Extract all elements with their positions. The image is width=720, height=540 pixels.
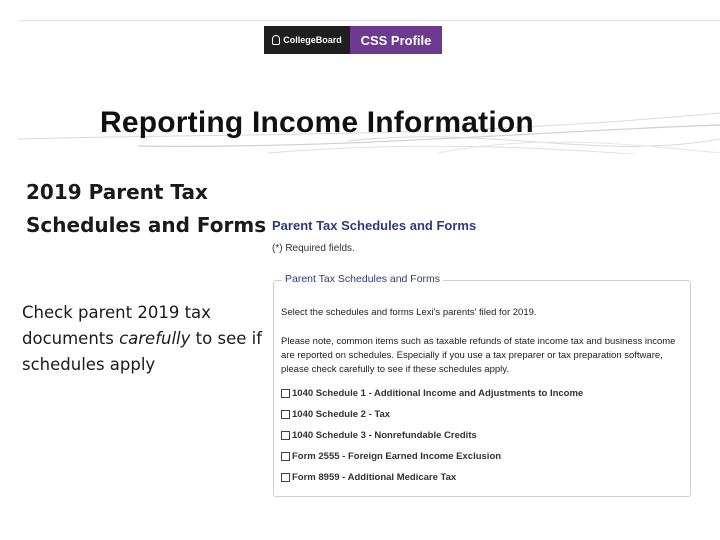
option-schedule-3[interactable] <box>281 430 477 441</box>
option-label: Form 8959 - Additional Medicare Tax <box>292 472 457 483</box>
body-text: Check parent 2019 tax documents <box>22 303 211 348</box>
body-emphasis: carefully <box>119 329 191 348</box>
checkbox[interactable] <box>281 452 290 461</box>
option-label: 1040 Schedule 2 - Tax <box>292 409 391 420</box>
required-fields-note: (*) Required fields. <box>272 243 355 254</box>
schedules-fieldset <box>273 273 691 497</box>
option-form-8959[interactable] <box>281 472 456 483</box>
college-board-text: CollegeBoard <box>283 35 342 45</box>
option-label: 1040 Schedule 1 - Additional Income and Adjustments to Income <box>292 388 584 399</box>
option-schedule-2[interactable] <box>281 409 390 420</box>
checkbox[interactable] <box>281 410 290 419</box>
fieldset-legend: Parent Tax Schedules and Forms <box>282 273 443 285</box>
checkbox[interactable] <box>281 473 290 482</box>
instruction-paragraph <box>22 300 272 378</box>
form-panel <box>270 210 700 500</box>
slide-title: Reporting Income Information <box>100 106 534 139</box>
select-instruction: Select the schedules and forms Lexi's parents' filed for 2019. <box>281 307 537 318</box>
body-text: to see if schedules apply <box>22 329 263 374</box>
checkbox[interactable] <box>281 389 290 398</box>
form-heading: Parent Tax Schedules and Forms <box>272 218 477 233</box>
option-label: Form 2555 - Foreign Earned Income Exclusion <box>292 451 502 462</box>
css-profile-text: CSS Profile <box>350 26 442 54</box>
option-form-2555[interactable] <box>281 451 501 462</box>
section-subheading <box>26 176 286 242</box>
subheading-line: 2019 Parent Tax <box>26 180 208 204</box>
schedules-note: Please note, common items such as taxable refunds of state income tax and business income are reported on schedules. Especially if you use a tax preparer or tax preparation software, please check carefully to see if these schedules apply. <box>281 336 676 375</box>
subheading-line: Schedules and Forms <box>26 213 267 237</box>
checkbox[interactable] <box>281 431 290 440</box>
option-label: 1040 Schedule 3 - Nonrefundable Credits <box>292 430 477 441</box>
option-schedule-1[interactable] <box>281 388 583 399</box>
